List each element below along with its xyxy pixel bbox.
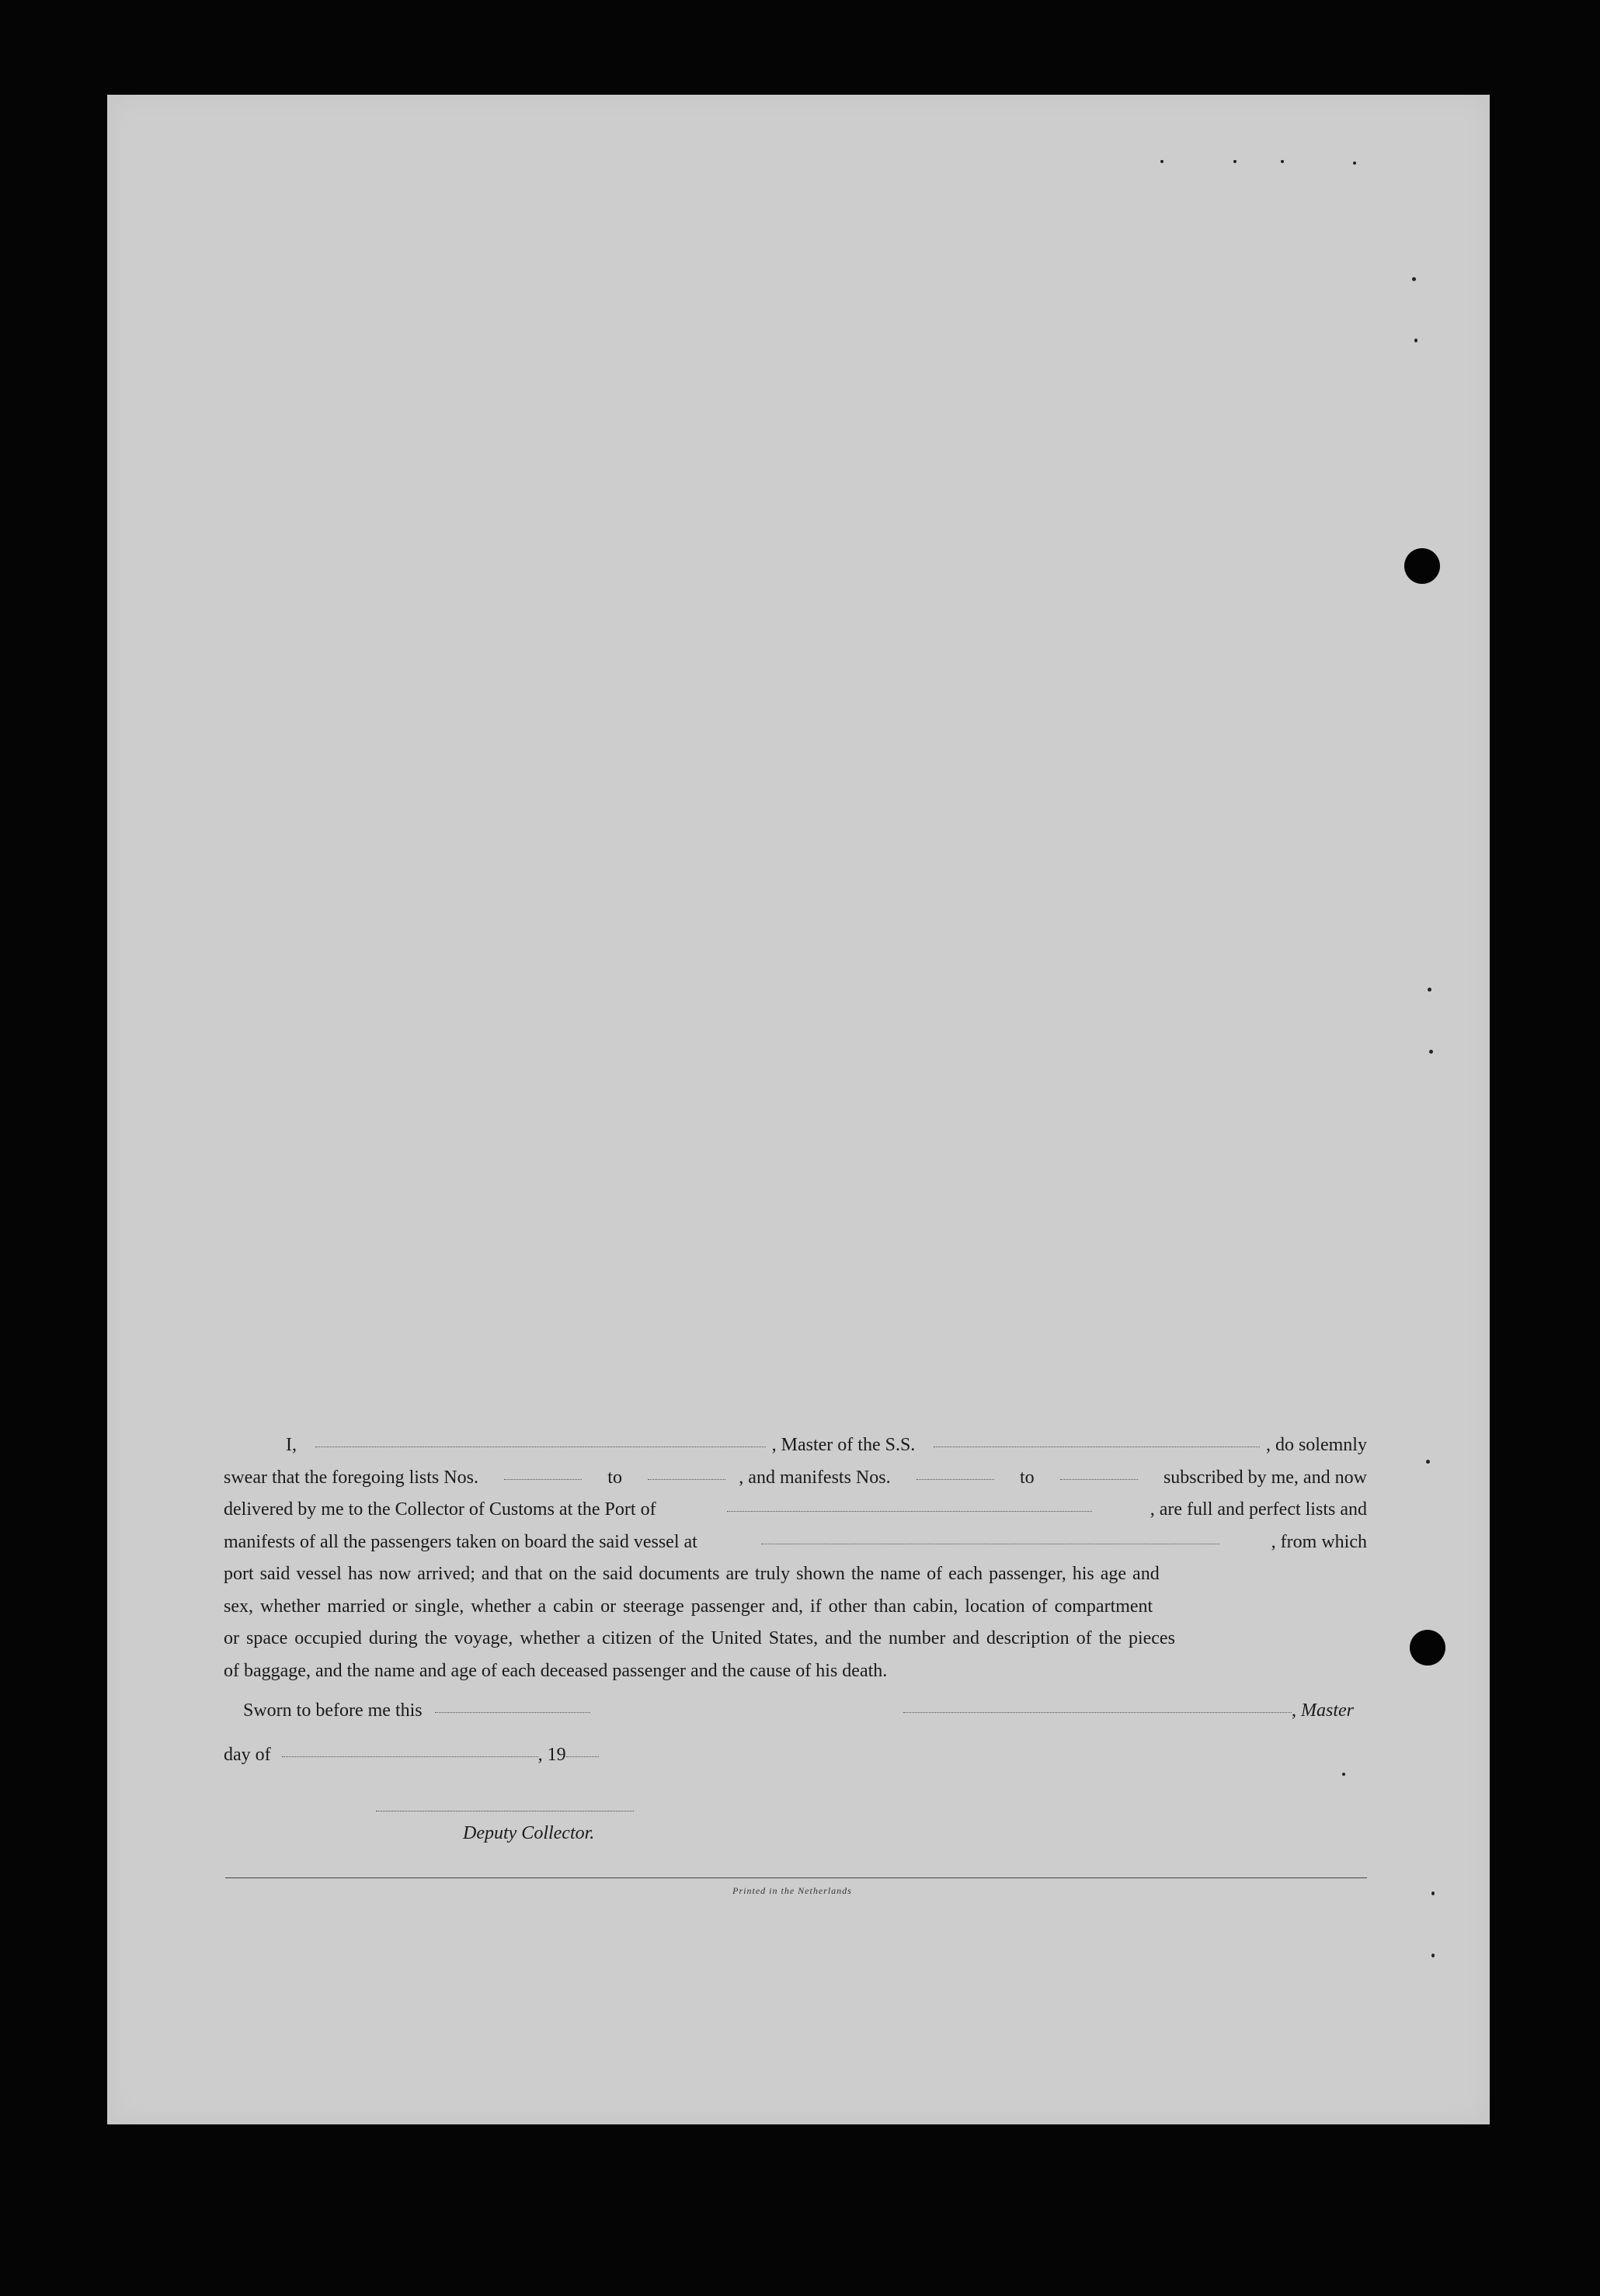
day-row	[224, 1745, 1367, 1776]
master-label: Master	[1301, 1700, 1354, 1721]
oath-text: or space occupied during the voyage, whether a citizen of the United States, and the number and description of the pieces	[224, 1628, 1175, 1648]
oath-text: , do solemnly	[1265, 1435, 1367, 1455]
scan-speck	[1281, 160, 1284, 163]
oath-line-7	[224, 1623, 1367, 1655]
oath-text: , are full and perfect lists and	[1150, 1499, 1367, 1520]
year-prefix: , 19	[537, 1745, 566, 1765]
oath-text: sex, whether married or single, whether a cabin or steerage passenger and, if other than cabin, location of compartment	[224, 1596, 1153, 1617]
master-signature-blank[interactable]	[903, 1712, 1292, 1713]
scan-speck	[1431, 1954, 1435, 1957]
oath-text: swear that the foregoing lists Nos.	[224, 1467, 478, 1488]
oath-line-2	[224, 1462, 1367, 1495]
scan-speck	[1428, 988, 1431, 992]
oath-line-5	[224, 1558, 1367, 1591]
master-comma: ,	[1292, 1700, 1296, 1721]
day-of-blank[interactable]	[282, 1756, 538, 1757]
oath-text: to	[1019, 1467, 1035, 1488]
oath-text: port said vessel has now arrived; and that on the said documents are truly shown the name of each passenger, his age and	[224, 1564, 1160, 1584]
sworn-row	[224, 1700, 1367, 1732]
scan-speck	[1353, 162, 1356, 165]
day-of-label: day of	[224, 1745, 271, 1765]
oath-line-6	[224, 1591, 1367, 1624]
scan-speck	[1426, 1460, 1430, 1464]
form-page	[107, 95, 1490, 2124]
oath-text: delivered by me to the Collector of Customs at the Port of	[224, 1499, 656, 1520]
scan-speck	[1233, 160, 1237, 163]
punch-hole-bottom	[1410, 1630, 1445, 1666]
lists-to-blank[interactable]	[648, 1479, 725, 1480]
oath-text: subscribed by me, and now	[1163, 1467, 1367, 1488]
port-of-arrival-blank[interactable]	[727, 1511, 1092, 1512]
deputy-collector-label: Deputy Collector.	[463, 1823, 595, 1843]
printed-in-note: Printed in the Netherlands	[732, 1885, 852, 1896]
manifests-to-blank[interactable]	[1060, 1479, 1138, 1480]
year-blank[interactable]	[566, 1756, 599, 1757]
oath-text: , and manifests Nos.	[739, 1467, 891, 1488]
scan-speck	[1429, 1050, 1433, 1054]
oath-text: manifests of all the passengers taken on board the said vessel at	[224, 1531, 697, 1552]
sworn-date-blank[interactable]	[435, 1712, 590, 1713]
oath-line-4	[224, 1527, 1367, 1559]
lists-from-blank[interactable]	[504, 1479, 582, 1480]
manifests-from-blank[interactable]	[917, 1479, 994, 1480]
footer-rule	[225, 1877, 1367, 1878]
oath-text: I,	[286, 1435, 297, 1455]
oath-text: of baggage, and the name and age of each deceased passenger and the cause of his death.	[224, 1660, 888, 1681]
scan-speck	[1414, 339, 1417, 342]
oath-text: to	[607, 1467, 622, 1488]
oath-text: , from which	[1271, 1531, 1367, 1552]
oath-line-8	[224, 1655, 1367, 1688]
sworn-label: Sworn to before me this	[243, 1700, 423, 1721]
oath-line-3	[224, 1494, 1367, 1527]
scan-speck	[1160, 160, 1163, 163]
punch-hole-top	[1404, 548, 1440, 584]
scan-speck	[1412, 277, 1416, 281]
oath-line-1	[224, 1429, 1367, 1462]
oath-text: , Master of the S.S.	[771, 1435, 916, 1455]
oath-paragraph	[224, 1429, 1367, 1687]
